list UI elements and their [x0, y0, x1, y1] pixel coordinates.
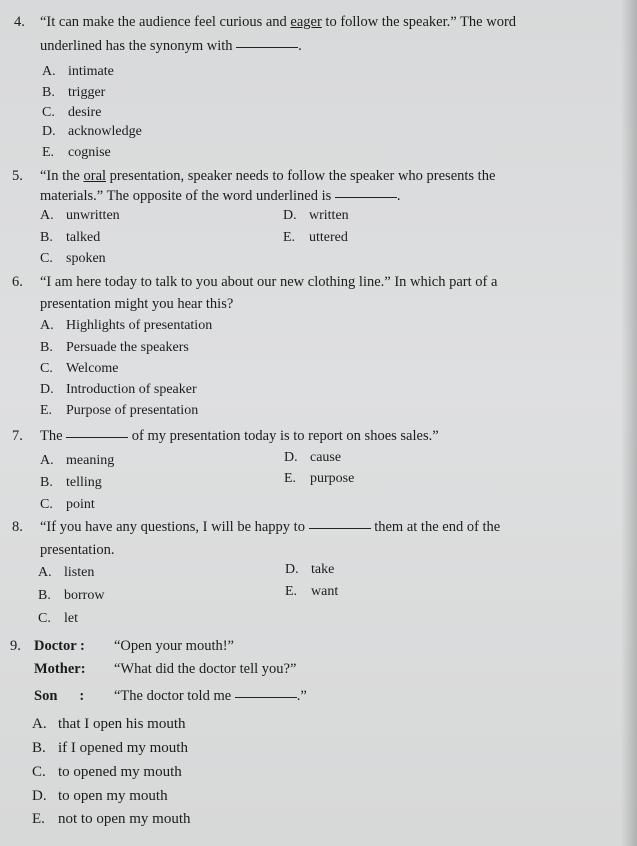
- speaker-name: Mother:: [34, 661, 86, 677]
- option-e: E. cognise: [42, 145, 111, 160]
- question-text-line: materials.” The opposite of the word underlined is .: [40, 188, 401, 204]
- underlined-word: eager: [290, 14, 322, 30]
- question-number: 5.: [12, 168, 23, 184]
- answer-blank: [335, 196, 397, 198]
- option-d: D. written: [283, 208, 349, 223]
- speaker-name: Doctor :: [34, 638, 85, 654]
- option-e: E. not to open my mouth: [32, 811, 191, 827]
- dialogue-line: Doctor : “Open your mouth!”: [34, 638, 234, 654]
- option-e: E. Purpose of presentation: [40, 403, 199, 418]
- option-c: C. to opened my mouth: [32, 764, 182, 780]
- question-number: 6.: [12, 274, 23, 290]
- option-a: A. intimate: [42, 64, 114, 79]
- question-text-line: The of my presentation today is to report on shoes sales.”: [40, 428, 439, 444]
- option-c: C. let: [38, 611, 78, 626]
- option-b: B. if I opened my mouth: [32, 740, 188, 756]
- option-c: C. spoken: [40, 251, 106, 266]
- option-b: B. borrow: [38, 588, 105, 603]
- question-text-line: “I am here today to talk to you about our new clothing line.” In which part of a: [40, 274, 498, 290]
- question-number: 4.: [14, 14, 25, 30]
- option-e: E. uttered: [283, 230, 348, 245]
- question-text-line: “It can make the audience feel curious and eager to follow the speaker.” The word: [40, 14, 517, 30]
- underlined-word: oral: [83, 168, 107, 184]
- option-c: C. point: [40, 497, 95, 512]
- option-a: A. meaning: [40, 453, 115, 468]
- dialogue-line: Mother: “What did the doctor tell you?”: [34, 661, 297, 677]
- page-edge-shadow: [621, 0, 637, 846]
- option-d: D. to open my mouth: [32, 788, 168, 804]
- option-a: A. unwritten: [40, 208, 120, 223]
- question-number: 7.: [12, 428, 23, 444]
- option-d: D. acknowledge: [42, 124, 142, 139]
- option-e: E. want: [285, 584, 339, 599]
- question-text-line: underlined has the synonym with .: [40, 38, 302, 54]
- question-text-line: “If you have any questions, I will be happy to them at the end of the: [40, 519, 501, 535]
- answer-blank: [235, 696, 297, 698]
- option-b: B. talked: [40, 230, 101, 245]
- answer-blank: [309, 527, 371, 529]
- question-text-line: presentation might you hear this?: [40, 296, 234, 312]
- option-a: A. listen: [38, 565, 95, 580]
- option-e: E. purpose: [284, 471, 355, 486]
- option-a: A. that I open his mouth: [32, 716, 186, 732]
- option-b: B. Persuade the speakers: [40, 340, 189, 355]
- option-d: D. cause: [284, 450, 342, 465]
- option-d: D. take: [285, 562, 335, 577]
- question-text-line: presentation.: [40, 542, 115, 558]
- option-a: A. Highlights of presentation: [40, 318, 213, 333]
- option-c: C. Welcome: [40, 361, 119, 376]
- question-number: 9.: [10, 638, 21, 654]
- question-text-line: “In the oral presentation, speaker needs to follow the speaker who presents the: [40, 168, 496, 184]
- option-c: C. desire: [42, 105, 102, 120]
- option-b: B. telling: [40, 475, 102, 490]
- answer-blank: [236, 46, 298, 48]
- option-d: D. Introduction of speaker: [40, 382, 197, 397]
- speaker-name: Son :: [34, 688, 85, 704]
- answer-blank: [66, 436, 128, 438]
- dialogue-line: Son : “The doctor told me .”: [34, 688, 307, 704]
- question-number: 8.: [12, 519, 23, 535]
- option-b: B. trigger: [42, 85, 106, 100]
